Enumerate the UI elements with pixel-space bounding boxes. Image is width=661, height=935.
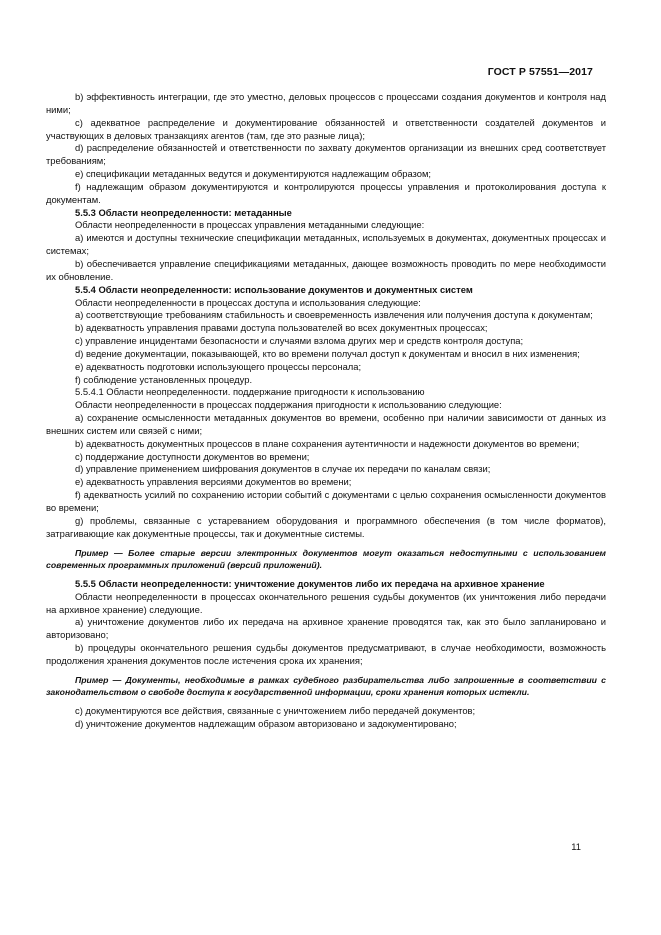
list-item-b: b) процедуры окончательного решения судьбы документов предусматривают, в случае необходимости, возможность продолжения хранения документов после истечения срока их хранения; <box>46 642 606 666</box>
section-intro: Области неопределенности в процессах доступа и использования следующие: <box>75 296 421 308</box>
subsection-heading-5-5-4-1: 5.5.4.1 Области неопределенности. поддержание пригодности к использованию <box>75 386 425 398</box>
list-item-b: b) адекватность документных процессов в плане сохранения аутентичности и надежности документов во времени; <box>75 437 580 449</box>
standard-number: ГОСТ Р 57551—2017 <box>487 66 593 78</box>
list-item-a: а) сохранение осмысленности метаданных документов во времени, особенно при наличии зависимости от данных из внешних систем или связей с ними; <box>46 412 606 436</box>
example-note: Пример — Документы, необходимые в рамках судебного разбирательства либо запрошенные в соответствии с законодательством о свободе доступа к государственной информации, сроки хранения которых истекли. <box>46 674 606 698</box>
section-heading-5-5-5: 5.5.5 Области неопределенности: уничтожение документов либо их передача на архивное хранение <box>75 577 545 589</box>
list-item-b: b) обеспечивается управление спецификациями метаданных, дающее возможность проводить по мере необходимости их обновление. <box>46 257 606 282</box>
list-item-c: c) адекватное распределение и документирование обязанностей и ответственности создателей документов и участвующих в деловых транзакциях агентов (там, где это разные лица); <box>46 116 606 141</box>
list-item-c: c) документируются все действия, связанные с уничтожением либо передачей документов; <box>75 705 476 717</box>
section-intro: Области неопределенности в процессах окончательного решения судьбы документов (их уничтожения либо передачи на архивное хранение) следующие. <box>46 590 606 615</box>
list-item-f: f) надлежащим образом документируются и контролируются процессы управления и протоколирования доступа к документам. <box>46 180 606 205</box>
list-item-a: а) уничтожение документов либо их передача на архивное хранение проводятся так, как это было запланировано и авторизовано; <box>46 616 606 641</box>
list-item-b: b) эффективность интеграции, где это уместно, деловых процессов с процессами создания документов и контроля над ними; <box>46 91 606 115</box>
list-item-e: e) адекватность управления версиями документов во времени; <box>75 476 352 488</box>
list-item-e: e) спецификации метаданных ведутся и документируются надлежащим образом; <box>75 168 432 180</box>
list-item-a: а) имеются и доступны технические спецификации метаданных, используемых в документах, документных процессах и системах; <box>46 232 606 257</box>
list-item-d: d) распределение обязанностей и ответственности по захвату документов организации из внешних сред соответствует требованиям; <box>46 142 606 167</box>
list-item-e: e) адекватность подготовки использующего процессы персонала; <box>75 360 362 372</box>
list-item-d: d) управление применением шифрования документов в случае их передачи по каналам связи; <box>75 463 491 475</box>
list-item-b: b) адекватность управления правами доступа пользователей во всех документных процессах; <box>75 322 488 334</box>
section-intro: Области неопределенности в процессах поддержания пригодности к использованию следующие: <box>75 399 502 411</box>
example-note: Пример — Более старые версии электронных документов могут оказаться недоступными с использованием современных программных приложений (версий приложений). <box>46 547 606 570</box>
list-item-a: а) соответствующие требованиям стабильность и своевременность извлечения или получения доступа к документам; <box>75 309 593 321</box>
section-heading-5-5-3: 5.5.3 Области неопределенности: метаданные <box>75 206 292 218</box>
page-number: 11 <box>571 841 581 852</box>
document-body <box>46 91 606 731</box>
list-item-c: c) управление инцидентами безопасности и случаями взлома других мер и средств контроля доступа; <box>75 335 524 347</box>
list-item-c: c) поддержание доступности документов во времени; <box>75 450 310 462</box>
list-item-d: d) ведение документации, показывающей, кто во времени получал доступ к документам и вносил в них изменения; <box>75 347 580 359</box>
section-intro: Области неопределенности в процессах управления метаданными следующие: <box>75 219 425 231</box>
list-item-f: f) соблюдение установленных процедур. <box>75 373 253 385</box>
list-item-d: d) уничтожение документов надлежащим образом авторизовано и задокументировано; <box>75 718 457 730</box>
section-heading-5-5-4: 5.5.4 Области неопределенности: использование документов и документных систем <box>75 283 473 295</box>
list-item-g: g) проблемы, связанные с устареванием оборудования и программного обеспечения (в том числе форматов), затрагивающие как документные процессы, так и документные системы. <box>46 514 606 539</box>
list-item-f: f) адекватность усилий по сохранению истории событий с документами с целью сохранения осмысленности документов во времени; <box>46 489 606 513</box>
